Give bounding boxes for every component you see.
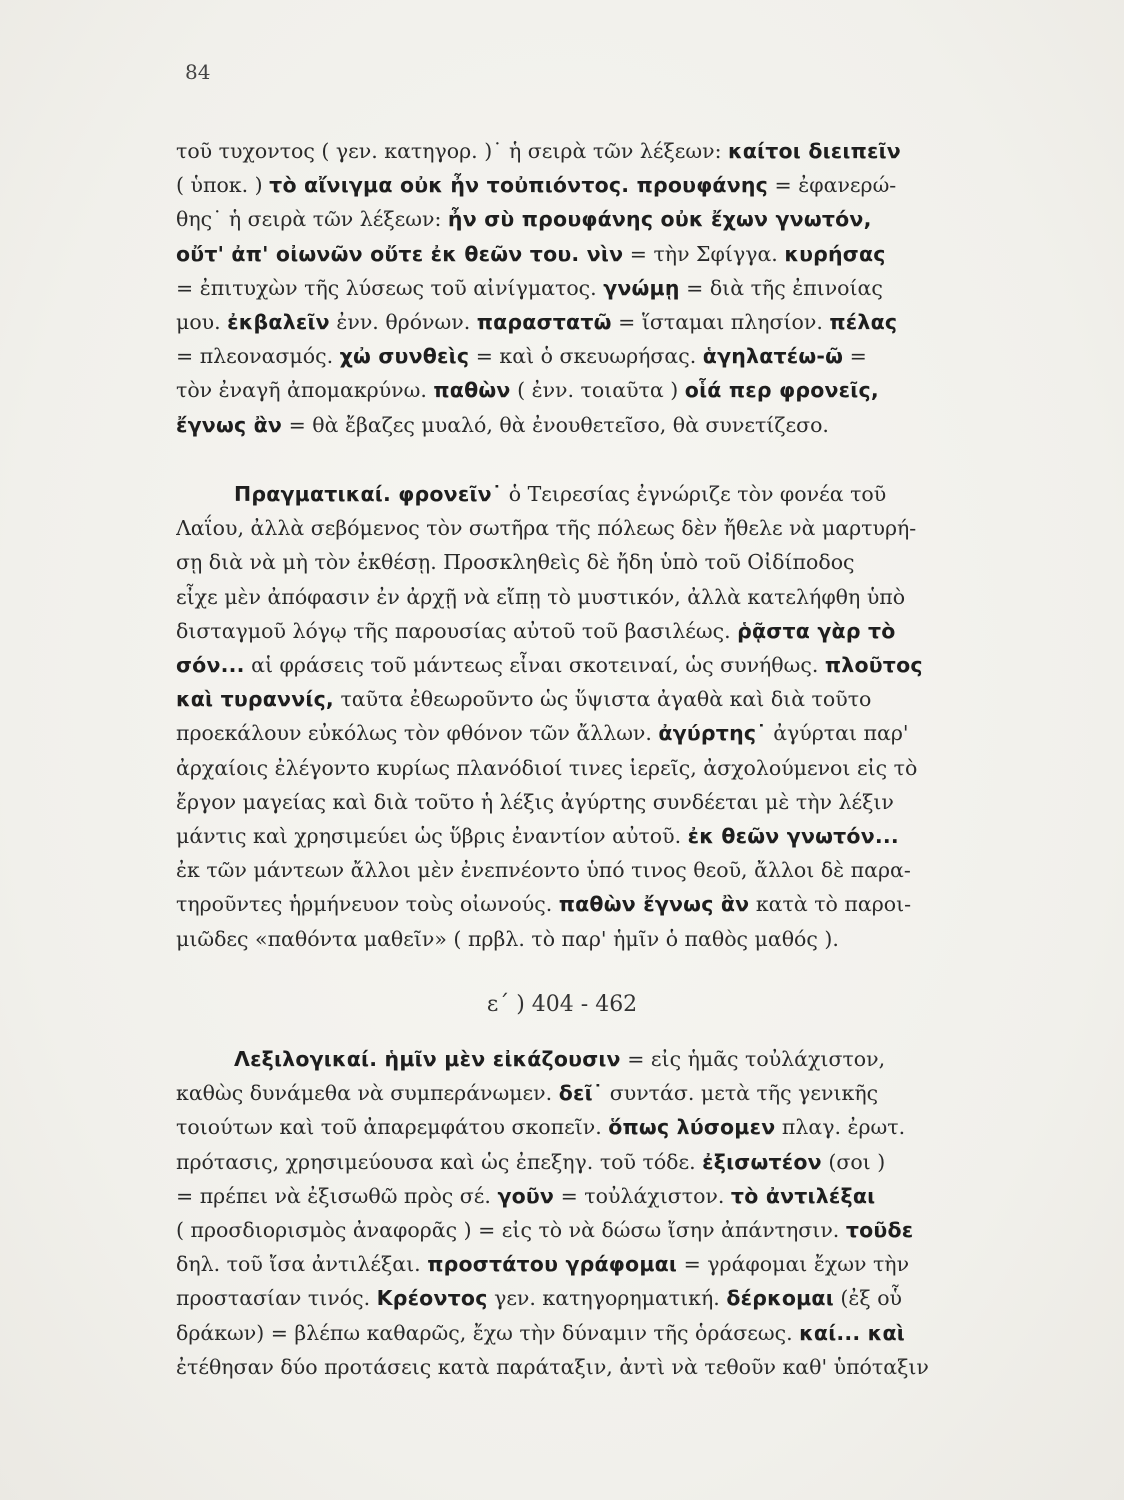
text-run: = πρέπει νὰ ἐξισωθῶ πρὸς σέ. xyxy=(176,1183,498,1208)
bold-term: καίτοι διειπεῖν xyxy=(728,139,901,163)
bold-term: γοῦν xyxy=(497,1183,555,1208)
text-run: μιῶδες «παθόντα μαθεῖν» ( πρβλ. τὸ παρ' ἡμῖν ὁ παθὸς μαθός ). xyxy=(176,926,839,951)
text-line xyxy=(176,1247,1036,1281)
text-run: ταῦτα ἐθεωροῦντο ὡς ὕψιστα ἀγαθὰ καὶ διὰ τοῦτο xyxy=(333,687,872,712)
bold-term: καὶ τυραννίς, xyxy=(176,687,334,712)
bold-term: παραστατῶ xyxy=(476,310,612,335)
text-run: δράκων) = βλέπω καθαρῶς, ἔχω τὴν δύναμιν τῆς ὁράσεως. xyxy=(176,1320,800,1345)
bold-term: οἷά περ φρονεῖς, xyxy=(684,378,879,403)
bold-term: γνώμῃ xyxy=(603,275,680,300)
bold-term: τὸ ἀντιλέξαι xyxy=(730,1183,876,1208)
bold-term: Κρέοντος xyxy=(376,1286,488,1311)
section-heading: ε΄ ) 404 - 462 xyxy=(486,992,638,1017)
bold-term: πλοῦτος xyxy=(824,653,923,678)
text-run: Λαΐου, ἀλλὰ σεβόμενος τὸν σωτῆρα τῆς πόλεως δὲν ἤθελε νὰ μαρτυρή- xyxy=(176,516,917,541)
text-run: ( ὑποκ. ) xyxy=(176,173,270,198)
bold-term: χὠ συνθεὶς xyxy=(339,344,470,369)
bold-term: ἐκβαλεῖν xyxy=(227,310,330,335)
bold-term: παθὼν ἔγνως ἂν xyxy=(558,892,750,917)
text-run: (ἐξ οὗ xyxy=(833,1286,903,1311)
text-run: θης˙ ἡ σειρὰ τῶν λέξεων: xyxy=(176,207,448,232)
text-run: ἔργον μαγείας καὶ διὰ τοῦτο ἡ λέξις ἀγύρτης συνδέεται μὲ τὴν λέξιν xyxy=(176,789,894,814)
text-run: ἀρχαίοις ἐλέγοντο κυρίως πλανόδιοί τινες ἱερεῖς, ἀσχολούμενοι εἰς τὸ xyxy=(176,755,918,780)
text-line xyxy=(176,511,1036,545)
text-run: ( προσδιορισμὸς ἀναφορᾶς ) = εἰς τὸ νὰ δώσω ἴσην ἀπάντησιν. xyxy=(176,1218,846,1243)
paragraph-glossary-1 xyxy=(176,134,1036,442)
text-run: = εἰς ἡμᾶς τοὐλάχιστον, xyxy=(620,1047,886,1071)
text-run: = ἵσταμαι πλησίον. xyxy=(611,310,830,335)
text-run: = διὰ τῆς ἐπινοίας xyxy=(679,275,883,300)
text-run: = γράφομαι ἔχων τὴν xyxy=(677,1252,910,1277)
paragraph-lexical-notes xyxy=(176,1042,1036,1384)
text-line xyxy=(176,305,1036,339)
text-line xyxy=(176,168,1036,202)
text-run: ἀγύρται παρ' xyxy=(766,721,909,746)
bold-term: ἐξισωτέον xyxy=(702,1149,822,1174)
text-run: τὸν ἐναγῆ ἀπομακρύνω. xyxy=(176,378,434,403)
text-run: = καὶ ὁ σκευωρήσας. xyxy=(469,344,703,369)
text-run: ἐτέθησαν δύο προτάσεις κατὰ παράταξιν, ἀντὶ νὰ τεθοῦν καθ' ὑπόταξιν xyxy=(176,1354,929,1379)
text-run: μάντις καὶ χρησιμεύει ὡς ὕβρις ἐναντίον αὐτοῦ. xyxy=(176,824,688,849)
bold-term: ἁγηλατέω-ῶ xyxy=(702,344,844,369)
text-line xyxy=(176,1213,1036,1247)
text-run: ἐνν. θρόνων. xyxy=(329,310,477,335)
text-line xyxy=(176,751,1036,785)
text-run: αἱ φράσεις τοῦ μάντεως εἶναι σκοτειναί, ὡς συνήθως. xyxy=(244,653,825,678)
text-line xyxy=(176,339,1036,373)
text-line xyxy=(176,1042,1036,1076)
text-run: πρότασις, χρησιμεύουσα καὶ ὡς ἐπεξηγ. τοῦ τόδε. xyxy=(176,1149,703,1174)
bold-term: ὅπως λύσομεν xyxy=(608,1115,776,1140)
text-line xyxy=(176,580,1036,614)
bold-term: σόν... xyxy=(176,653,245,678)
text-run: ὁ Τειρεσίας ἐγνώριζε τὸν φονέα τοῦ xyxy=(502,482,887,506)
text-line xyxy=(176,716,1036,750)
text-run: μου. xyxy=(176,310,228,335)
text-run: δηλ. τοῦ ἴσα ἀντιλέξαι. xyxy=(176,1252,428,1277)
bold-term: καί... καὶ xyxy=(799,1320,905,1345)
bold-term: δεῖ˙ xyxy=(558,1081,604,1106)
text-run: = ἐφανερώ- xyxy=(768,173,897,198)
text-run: = ἐπιτυχὼν τῆς λύσεως τοῦ αἰνίγματος. xyxy=(176,275,604,300)
text-run: ( ἐνν. τοιαῦτα ) xyxy=(510,378,685,403)
text-line xyxy=(176,648,1036,682)
text-run: εἶχε μὲν ἀπόφασιν ἐν ἀρχῇ νὰ εἴπῃ τὸ μυστικόν, ἀλλὰ κατελήφθη ὑπὸ xyxy=(176,584,906,609)
text-run: προστασίαν τινός. xyxy=(176,1286,377,1311)
text-run: τηροῦντες ἡρμήνευον τοὺς οἰωνούς. xyxy=(176,892,559,917)
text-line xyxy=(176,237,1036,271)
text-run: ἐκ τῶν μάντεων ἄλλοι μὲν ἐνεπνέοντο ὑπό τινος θεοῦ, ἄλλοι δὲ παρα- xyxy=(176,858,911,883)
bold-term: πέλας xyxy=(829,310,898,335)
bold-term: Πραγματικαί. φρονεῖν˙ xyxy=(234,482,503,506)
text-line xyxy=(176,887,1036,921)
text-run: τοῦ τυχοντος ( γεν. κατηγορ. )˙ ἡ σειρὰ τῶν λέξεων: xyxy=(176,139,728,163)
text-line xyxy=(176,682,1036,716)
text-run: σῃ διὰ νὰ μὴ τὸν ἐκθέσῃ. Προσκληθεὶς δὲ ἤδη ὑπὸ τοῦ Οἰδίποδος xyxy=(176,550,855,575)
bold-term: ἦν σὺ προυφάνης οὐκ ἔχων γνωτόν, xyxy=(447,207,872,232)
text-line xyxy=(176,202,1036,236)
text-run: = θὰ ἔβαζες μυαλό, θὰ ἐνουθετεῖσο, θὰ συνετίζεσο. xyxy=(282,412,829,437)
text-line xyxy=(176,785,1036,819)
text-line xyxy=(176,1076,1036,1110)
text-line xyxy=(176,408,1036,442)
text-line xyxy=(176,1179,1036,1213)
text-line xyxy=(176,853,1036,887)
text-run: = τοὐλάχιστον. xyxy=(554,1183,731,1208)
text-line xyxy=(176,271,1036,305)
text-line xyxy=(176,614,1036,648)
bold-term: ἐκ θεῶν γνωτόν... xyxy=(687,824,899,849)
bold-term: Λεξιλογικαί. ἡμῖν μὲν εἰκάζουσιν xyxy=(234,1047,621,1071)
bold-term: ῥᾷστα γὰρ τὸ xyxy=(737,618,896,643)
text-line xyxy=(176,922,1036,956)
bold-term: παθὼν xyxy=(433,378,511,403)
bold-term: προστάτου γράφομαι xyxy=(427,1252,678,1277)
bold-term: ἀγύρτης˙ xyxy=(658,721,767,746)
page-number: 84 xyxy=(185,60,211,84)
text-line xyxy=(176,1110,1036,1144)
text-line xyxy=(176,134,1036,168)
text-line xyxy=(176,1316,1036,1350)
text-run: = xyxy=(843,344,867,369)
bold-term: τοῦδε xyxy=(845,1218,914,1243)
text-run: δισταγμοῦ λόγῳ τῆς παρουσίας αὐτοῦ τοῦ βασιλέως. xyxy=(176,618,738,643)
text-run: πλαγ. ἐρωτ. xyxy=(775,1115,906,1140)
text-line xyxy=(176,1281,1036,1315)
paragraph-factual-notes xyxy=(176,477,1036,956)
bold-term: τὸ αἴνιγμα οὐκ ἦν τοὐπιόντος. προυφάνης xyxy=(269,173,769,198)
text-line xyxy=(176,477,1036,511)
text-run: (σοι ) xyxy=(821,1149,886,1174)
text-run: γεν. κατηγορηματική. xyxy=(487,1286,727,1311)
bold-term: κυρήσας xyxy=(784,241,886,266)
text-run: τοιούτων καὶ τοῦ ἀπαρεμφάτου σκοπεῖν. xyxy=(176,1115,609,1140)
text-line xyxy=(176,545,1036,579)
text-run: συντάσ. μετὰ τῆς γενικῆς xyxy=(603,1081,879,1106)
text-line xyxy=(176,819,1036,853)
bold-term: δέρκομαι xyxy=(726,1286,834,1311)
bold-term: ἔγνως ἂν xyxy=(176,412,283,437)
text-line xyxy=(176,1350,1036,1384)
text-run: = τὴν Σφίγγα. xyxy=(623,241,785,266)
text-line xyxy=(176,1145,1036,1179)
bold-term: οὔτ' ἀπ' οἰωνῶν οὔτε ἐκ θεῶν του. νὶν xyxy=(176,241,624,266)
text-run: προεκάλουν εὐκόλως τὸν φθόνον τῶν ἄλλων. xyxy=(176,721,659,746)
text-run: κατὰ τὸ παροι- xyxy=(749,892,912,917)
text-run: καθὼς δυνάμεθα νὰ συμπεράνωμεν. xyxy=(176,1081,559,1106)
text-run: = πλεονασμός. xyxy=(176,344,340,369)
text-line xyxy=(176,373,1036,407)
